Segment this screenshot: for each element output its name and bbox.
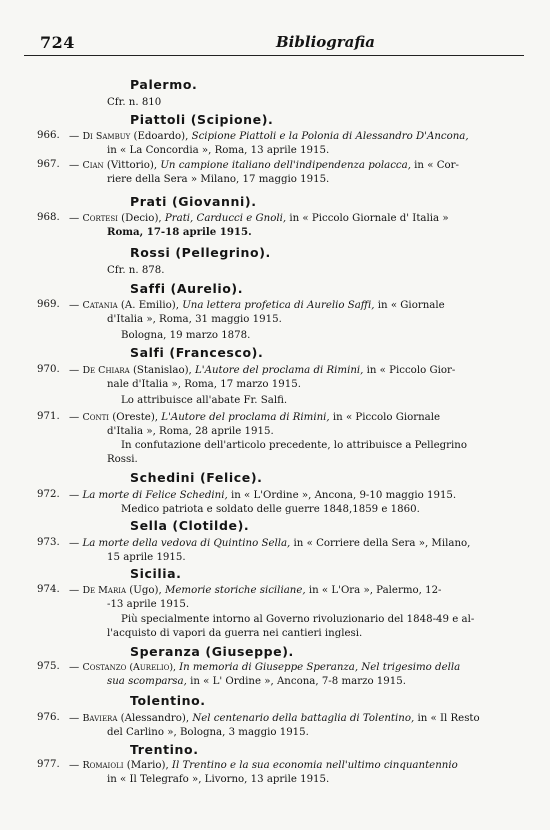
entry-969-line2: d'Italia », Roma, 31 maggio 1915.: [107, 314, 282, 325]
entry-967-line1: — Cian (Vittorio), Un campione italiano dell'indipendenza polacca, in « Cor-: [69, 160, 459, 171]
entry-title: L'Autore del proclama di Rimini,: [161, 412, 330, 423]
entry-number: 966.: [37, 130, 60, 141]
cross-reference: Cfr. n. 810: [107, 97, 162, 108]
entry-975-line1: — Costanzo (Aurelio), In memoria di Giuseppe Speranza, Nel trigesimo della: [69, 662, 461, 673]
page-header: [24, 33, 524, 56]
author-name: Catania: [82, 300, 118, 311]
entry-972-line1: — La morte di Felice Schedini, in « L'Ordine », Ancona, 9-10 maggio 1915.: [69, 490, 457, 501]
heading-saffi: Saffi (Aurelio).: [130, 281, 244, 296]
entry-title: In memoria di Giuseppe Speranza, Nel trigesimo della: [179, 662, 461, 673]
entry-969-line1: — Catania (A. Emilio), Una lettera profetica di Aurelio Saffi, in « Giornale: [69, 300, 445, 311]
entry-title: Il Trentino e la sua economia nell'ultimo cinquantennio: [171, 760, 458, 771]
heading-piattoli: Piattoli (Scipione).: [130, 112, 274, 127]
heading-speranza: Speranza (Giuseppe).: [130, 644, 294, 659]
entry-971-line1: — Conti (Oreste), L'Autore del proclama di Rimini, in « Piccolo Giornale: [69, 412, 441, 423]
entry-967-line2: riere della Sera » Milano, 17 maggio 1915.: [107, 174, 330, 185]
author-name: Baviera: [82, 713, 118, 724]
author-name: Di Sambuy: [82, 131, 131, 142]
entry-number: 967.: [37, 159, 60, 170]
heading-trentino: Trentino.: [130, 742, 199, 757]
entry-title: La morte della vedova di Quintino Sella,: [82, 538, 291, 549]
heading-palermo: Palermo.: [130, 77, 198, 92]
entry-977-line2: in « Il Telegrafo », Livorno, 13 aprile 1915.: [107, 774, 330, 785]
entry-title: Una lettera profetica di Aurelio Saffi,: [182, 300, 375, 311]
entry-title: L'Autore del proclama di Rimini,: [195, 365, 364, 376]
entry-970-note: Lo attribuisce all'abate Fr. Salfi.: [121, 395, 288, 406]
entry-970-line2: nale d'Italia », Roma, 17 marzo 1915.: [107, 379, 301, 390]
entry-number: 972.: [37, 489, 60, 500]
entry-number: 974.: [37, 584, 60, 595]
entry-974-note-2: l'acquisto di vapori da guerra nei cantieri inglesi.: [107, 628, 363, 639]
entry-number: 971.: [37, 411, 60, 422]
author-name: Cortesi: [82, 213, 118, 224]
heading-schedini: Schedini (Felice).: [130, 470, 263, 485]
entry-977-line1: — Romaioli (Mario), Il Trentino e la sua economia nell'ultimo cinquantennio: [69, 760, 458, 771]
entry-title: La morte di Felice Schedini,: [82, 490, 228, 501]
cross-reference: Cfr. n. 878.: [107, 265, 165, 276]
entry-974-note-1: Più specialmente intorno al Governo rivoluzionario del 1848-49 e al-: [121, 614, 475, 625]
entry-966-line1: — Di Sambuy (Edoardo), Scipione Piattoli e la Polonia di Alessandro D'Ancona,: [69, 131, 469, 142]
heading-sella: Sella (Clotilde).: [130, 518, 250, 533]
entry-number: 976.: [37, 712, 60, 723]
entry-973-line2: 15 aprile 1915.: [107, 552, 186, 563]
entry-number: 973.: [37, 537, 60, 548]
entry-title: Un campione italiano dell'indipendenza polacca,: [160, 160, 411, 171]
author-name: De Chiara: [82, 365, 130, 376]
author-name: Conti: [82, 412, 110, 423]
entry-974-line2: -13 aprile 1915.: [107, 599, 190, 610]
entry-title: Memorie storiche siciliane,: [164, 585, 306, 596]
entry-title: Prati, Carducci e Gnoli,: [164, 213, 287, 224]
author-name: Costanzo: [82, 662, 127, 673]
entry-968-line2: Roma, 17-18 aprile 1915.: [107, 226, 252, 238]
entry-968-line1: — Cortesi (Decio), Prati, Carducci e Gnoli, in « Piccolo Giornale d' Italia »: [69, 213, 449, 224]
entry-973-line1: — La morte della vedova di Quintino Sella, in « Corriere della Sera », Milano,: [69, 538, 471, 549]
entry-976-line1: — Baviera (Alessandro), Nel centenario della battaglia di Tolentino, in « Il Resto: [69, 713, 480, 724]
entry-number: 977.: [37, 759, 60, 770]
entry-969-note: Bologna, 19 marzo 1878.: [121, 330, 251, 341]
entry-971-note-2: Rossi.: [107, 454, 138, 465]
page-number: 724: [40, 33, 75, 52]
entry-number: 968.: [37, 212, 60, 223]
entry-number: 975.: [37, 661, 60, 672]
heading-prati: Prati (Giovanni).: [130, 194, 257, 209]
entry-title: Nel centenario della battaglia di Tolentino,: [192, 713, 415, 724]
entry-975-line2: sua scomparsa, in « L' Ordine », Ancona, 7-8 marzo 1915.: [107, 676, 406, 687]
entry-966-line2: in « La Concordia », Roma, 13 aprile 1915.: [107, 145, 330, 156]
entry-971-line2: d'Italia », Roma, 28 aprile 1915.: [107, 426, 274, 437]
entry-974-line1: — De Maria (Ugo), Memorie storiche siciliane, in « L'Ora », Palermo, 12-: [69, 585, 442, 596]
author-name: De Maria: [82, 585, 127, 596]
entry-976-line2: del Carlino », Bologna, 3 maggio 1915.: [107, 727, 309, 738]
running-title: Bibliografia: [276, 33, 376, 51]
author-name: Cian: [82, 160, 104, 171]
entry-970-line1: — De Chiara (Stanislao), L'Autore del proclama di Rimini, in « Piccolo Gior-: [69, 365, 456, 376]
entry-title: Scipione Piattoli e la Polonia di Alessandro D'Ancona,: [191, 131, 469, 142]
entry-972-note: Medico patriota e soldato delle guerre 1848,1859 e 1860.: [121, 504, 420, 515]
entry-number: 970.: [37, 364, 60, 375]
entry-971-note-1: In confutazione dell'articolo precedente, lo attribuisce a Pellegrino: [121, 440, 467, 451]
author-name: Romaioli: [82, 760, 124, 771]
heading-sicilia: Sicilia.: [130, 566, 182, 581]
heading-tolentino: Tolentino.: [130, 693, 206, 708]
entry-number: 969.: [37, 299, 60, 310]
heading-rossi: Rossi (Pellegrino).: [130, 245, 271, 260]
heading-salfi: Salfi (Francesco).: [130, 345, 264, 360]
